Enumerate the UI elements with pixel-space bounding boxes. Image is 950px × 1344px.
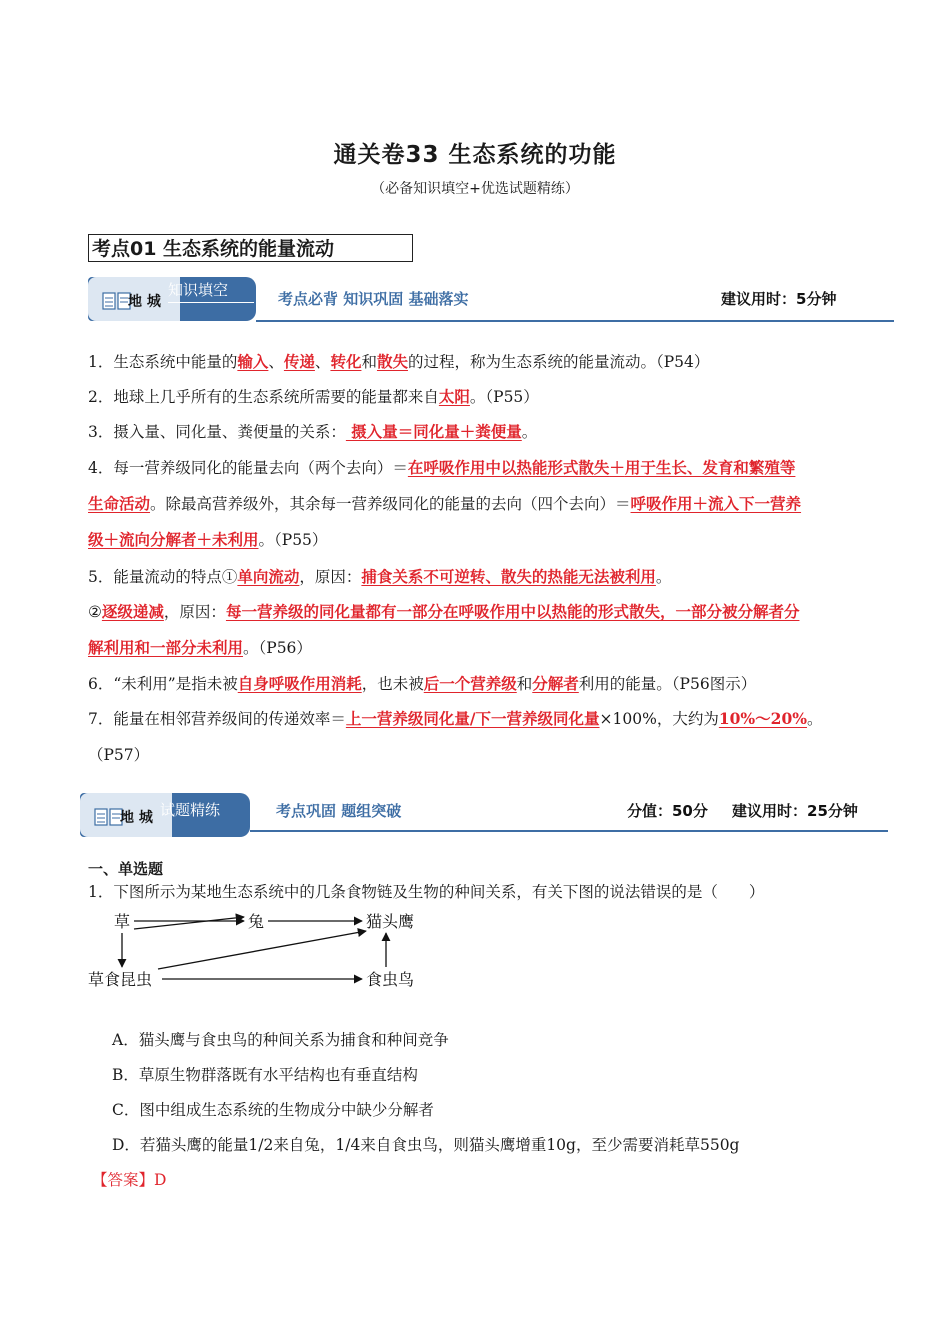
banner-tab-label: 知识填空 — [168, 281, 229, 299]
fill-item-7: 7．能量在相邻营养级间的传递效率＝上一营养级同化量/下一营养级同化量×100%，大约为10%～20%。 （P57） — [88, 709, 823, 764]
banner-tagline: 考点巩固 题组突破 — [276, 802, 402, 820]
page-title: 通关卷33 生态系统的功能 — [333, 142, 617, 168]
fill-item-5b: ②逐级递减，原因：每一营养级的同化量都有一部分在呼吸作用中以热能的形式散失，一部分被分解者分 解利用和一部分未利用。（P56） — [88, 602, 800, 657]
option-d[interactable]: D．若猫头鹰的能量1/2来自兔，1/4来自食虫鸟，则猫头鹰增重10g，至少需要消耗草550g — [112, 1136, 740, 1154]
answer-label: 【答案】D — [92, 1171, 167, 1189]
arrow-insect-owl — [158, 931, 366, 969]
banner-rule — [256, 320, 894, 322]
knowledge-banner — [88, 277, 894, 321]
fill-item-5: 5．能量流动的特点①单向流动，原因：捕食关系不可逆转、散失的热能无法被利用。 — [88, 567, 672, 586]
option-a[interactable]: A．猫头鹰与食虫鸟的种间关系为捕食和种间竞争 — [112, 1031, 449, 1049]
part-title: 一、单选题 — [88, 860, 164, 878]
fill-item-2: 2．地球上几乎所有的生态系统所需要的能量都来自太阳。（P55） — [88, 387, 539, 406]
option-c[interactable]: C．图中组成生态系统的生物成分中缺少分解者 — [112, 1101, 434, 1119]
banner-time-hint: 建议用时：25分钟 — [732, 802, 858, 820]
fill-item-3: 3．摄入量、同化量、粪便量的关系： 摄入量＝同化量＋粪便量。 — [88, 422, 538, 441]
section-heading: 考点01 生态系统的能量流动 — [88, 234, 413, 262]
banner-tab-label: 试题精练 — [160, 801, 221, 819]
banner-stamp: 地 城 — [120, 810, 153, 826]
banner-tagline: 考点必背 知识巩固 基础落实 — [278, 290, 469, 308]
banner-time-hint: 建议用时：5分钟 — [721, 290, 837, 308]
fill-item-1: 1．生态系统中能量的输入、传递、转化和散失的过程，称为生态系统的能量流动。（P54） — [88, 352, 710, 371]
banner-score: 分值：50分 — [627, 802, 708, 820]
node-rabbit: 兔 — [248, 912, 265, 931]
node-owl: 猫头鹰 — [366, 912, 415, 931]
option-b[interactable]: B．草原生物群落既有水平结构也有垂直结构 — [112, 1066, 418, 1084]
page-subtitle: （必备知识填空+优选试题精练） — [371, 181, 579, 197]
node-insect: 草食昆虫 — [88, 970, 153, 989]
banner-stamp: 地 城 — [128, 294, 161, 310]
fill-item-6: 6．“未利用”是指未被自身呼吸作用消耗，也未被后一个营养级和分解者利用的能量。（P56图示） — [88, 674, 757, 693]
exercise-banner — [80, 793, 888, 837]
node-grass: 草 — [114, 912, 131, 931]
food-web-diagram — [86, 905, 426, 997]
arrow-grass-rabbit-diag — [134, 917, 244, 929]
fill-item-4: 4．每一营养级同化的能量去向（两个去向）＝在呼吸作用中以热能形式散失＋用于生长、发育和繁殖等 生命活动。除最高营养级外，其余每一营养级同化的能量的去向（四个去向）＝呼吸作用＋流入下一营养 级＋流向分解者＋未利用。（P55） — [88, 458, 802, 549]
node-bird: 食虫鸟 — [366, 970, 415, 989]
question-stem: 1．下图所示为某地生态系统中的几条食物链及生物的种间关系，有关下图的说法错误的是（ ） — [88, 883, 765, 901]
banner-rule — [250, 830, 888, 832]
